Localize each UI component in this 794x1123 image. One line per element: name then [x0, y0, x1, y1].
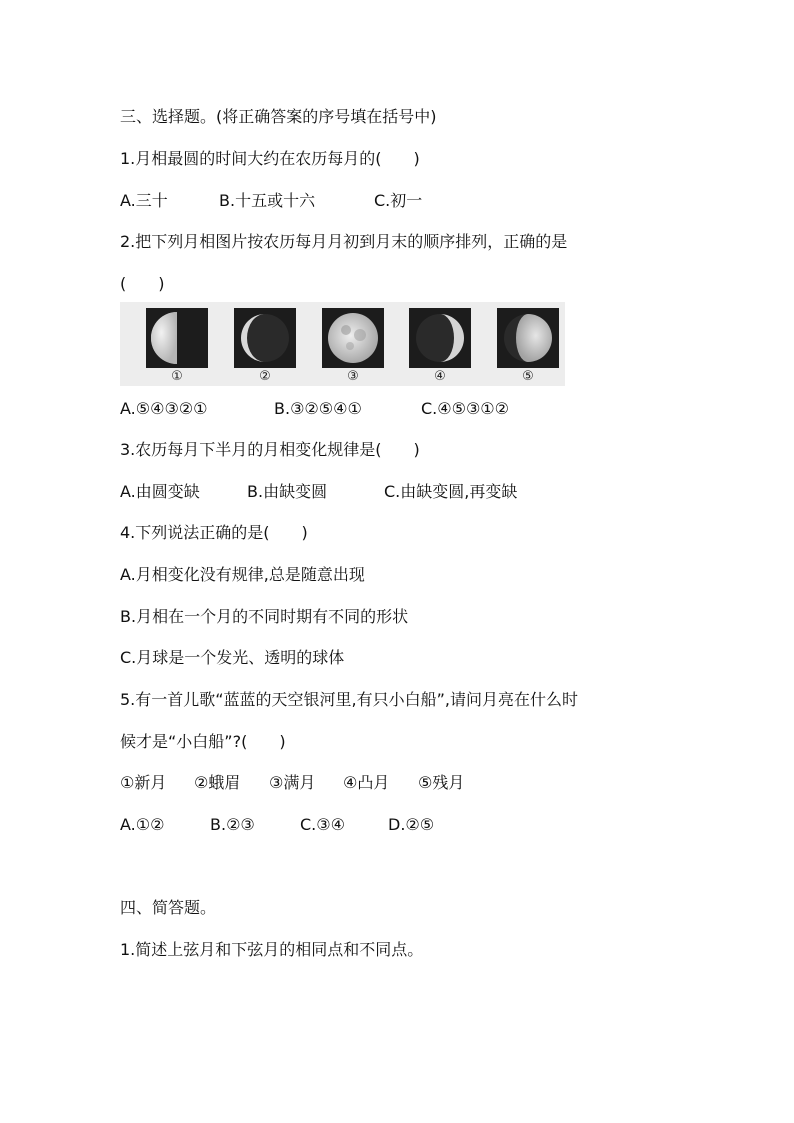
q5-choice-4: ④凸月: [343, 773, 390, 792]
q5-choice-3: ③满月: [269, 773, 316, 792]
q1-option-a: A.三十: [120, 191, 168, 210]
q2-answer-blank: ( ): [120, 274, 165, 293]
q5-option-d: D.②⑤: [388, 815, 435, 834]
moon-label-4: ④: [434, 369, 446, 384]
q5-choice-1: ①新月: [120, 773, 167, 792]
moon-label-1: ①: [171, 369, 183, 384]
moon-label-3: ③: [347, 369, 359, 384]
q2-option-a: A.⑤④③②①: [120, 399, 208, 418]
q4-option-a: A.月相变化没有规律,总是随意出现: [120, 565, 365, 584]
q5-stem-line1: 5.有一首儿歌“蓝蓝的天空银河里,有只小白船”,请问月亮在什么时: [120, 690, 579, 709]
q4-stem: 4.下列说法正确的是( ): [120, 523, 308, 542]
q5-option-c: C.③④: [300, 815, 345, 834]
q2-stem: 2.把下列月相图片按农历每月月初到月末的顺序排列，正确的是: [120, 232, 568, 251]
q4-option-b: B.月相在一个月的不同时期有不同的形状: [120, 607, 409, 626]
section4-q1-stem: 1.简述上弦月和下弦月的相同点和不同点。: [120, 940, 424, 959]
q5-choice-2: ②蛾眉: [194, 773, 241, 792]
q5-option-a: A.①②: [120, 815, 165, 834]
q1-option-b: B.十五或十六: [219, 191, 316, 210]
q3-stem: 3.农历每月下半月的月相变化规律是( ): [120, 440, 420, 459]
q1-option-c: C.初一: [374, 191, 423, 210]
q3-option-b: B.由缺变圆: [247, 482, 328, 501]
section3-heading: 三、选择题。(将正确答案的序号填在括号中): [120, 107, 437, 126]
moon-label-5: ⑤: [522, 369, 534, 384]
q4-option-c: C.月球是一个发光、透明的球体: [120, 648, 345, 667]
moon-image-4: [409, 308, 471, 368]
moon-label-2: ②: [259, 369, 271, 384]
moon-image-2: [234, 308, 296, 368]
moon-image-1: [146, 308, 208, 368]
q2-option-c: C.④⑤③①②: [421, 399, 509, 418]
q3-option-c: C.由缺变圆,再变缺: [384, 482, 518, 501]
moon-image-5: [497, 308, 559, 368]
q5-option-b: B.②③: [210, 815, 255, 834]
moon-image-3: [322, 308, 384, 368]
q5-choice-5: ⑤残月: [418, 773, 465, 792]
q5-stem-line2: 候才是“小白船”?( ): [120, 732, 286, 751]
q2-option-b: B.③②⑤④①: [274, 399, 362, 418]
q1-stem: 1.月相最圆的时间大约在农历每月的( ): [120, 149, 420, 168]
q3-option-a: A.由圆变缺: [120, 482, 200, 501]
moon-phase-images: [120, 302, 565, 386]
section4-heading: 四、简答题。: [120, 898, 217, 917]
